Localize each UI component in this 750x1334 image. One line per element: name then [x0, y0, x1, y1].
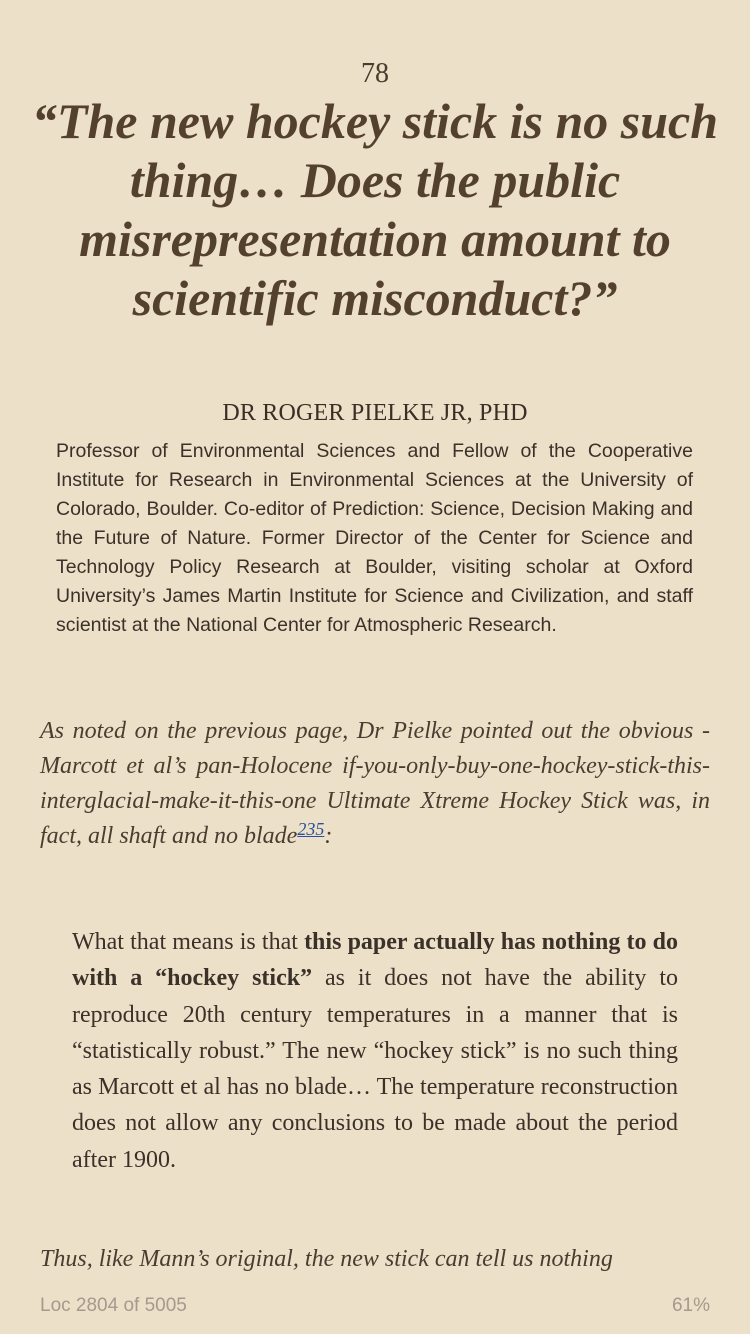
quote-lead: What that means is that — [72, 929, 305, 955]
block-quote — [72, 924, 678, 1178]
intro-paragraph — [40, 714, 710, 854]
footnote-link[interactable]: 235 — [297, 819, 325, 839]
chapter-title: “The new hockey stick is no such thing… Does the public misrepresentation amount to scientific misconduct?” — [31, 93, 719, 326]
intro-text: As noted on the previous page, Dr Pielke pointed out the obvious - Marcott et al’s pan-Holocene if-you-only-buy-one-hockey-stick-this-interglacial-make-it-this-one Ultimate Xtreme Hockey Stick was, in fact, all shaft and no blade — [40, 718, 710, 849]
intro-trailing: : — [324, 823, 333, 849]
quote-bold: this paper actually has nothing to do with a “hockey stick” — [72, 929, 678, 992]
location-indicator: Loc 2804 of 5005 — [40, 1295, 187, 1316]
author-name: DR ROGER PIELKE JR, PHD — [222, 400, 528, 426]
closing-paragraph: Thus, like Mann’s original, the new stick can tell us nothing — [40, 1246, 613, 1272]
author-bio: Professor of Environmental Sciences and Fellow of the Cooperative Institute for Research in Environmental Sciences at the University of Colorado, Boulder. Co-editor of Prediction: Science, Decision Making and the Future of Nature. Former Director of the Center for Science and Technology Policy Research at Boulder, visiting scholar at Oxford University’s James Martin Institute for Science and Civilization, and staff scientist at the National Center for Atmospheric Research. — [56, 440, 693, 636]
reading-progress-footer — [40, 1295, 710, 1323]
quote-rest: as it does not have the ability to reproduce 20th century temperatures in a manner that is “statistically robust.” The new “hockey stick” is no such thing as Marcott et al has no blade… The temperature reconstruction does not allow any conclusions to be made about the period after 1900. — [72, 965, 679, 1173]
percent-indicator: 61% — [671, 1295, 710, 1316]
page-number: 78 — [361, 58, 389, 89]
